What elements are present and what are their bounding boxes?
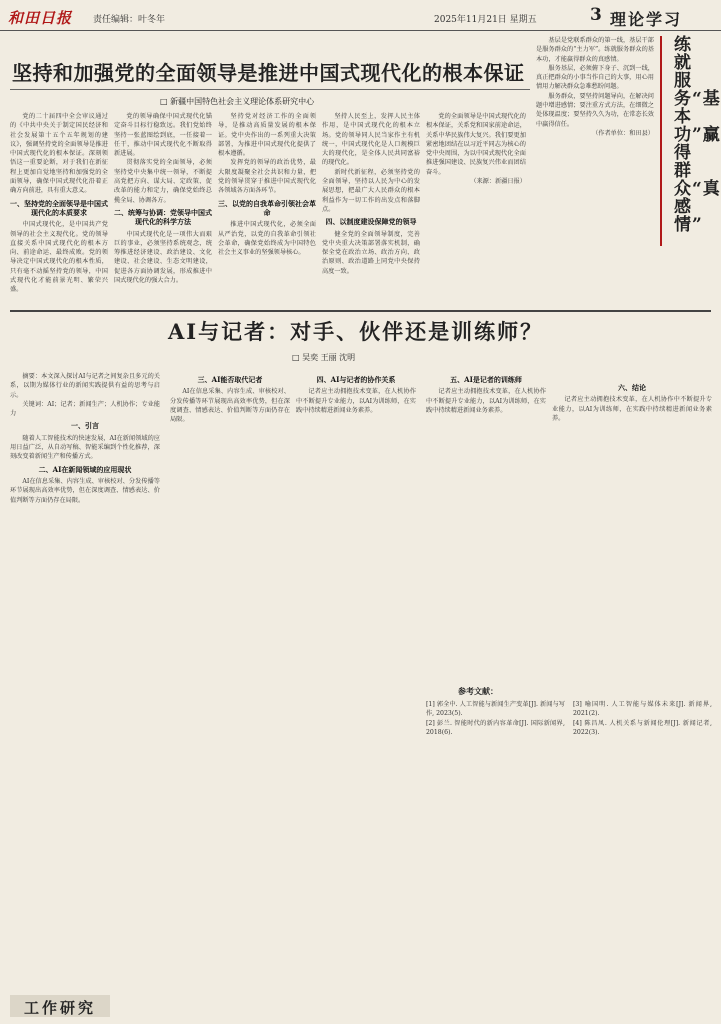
reference-item: [1] 郭全中. 人工智能与新闻生产变革[J]. 新闻与写作, 2023(5). bbox=[426, 701, 565, 718]
section-divider bbox=[10, 310, 711, 312]
section-heading: 三、以党的自我革命引领社会革命 bbox=[218, 198, 316, 217]
section-heading: 六、结论 bbox=[618, 383, 646, 392]
column-label-block bbox=[10, 995, 110, 1017]
feature-column bbox=[536, 36, 654, 304]
paragraph: 中国式现代化，是中国共产党领导的社会主义现代化。党的领导直接关系中国式现代化的根本方向、前途命运、最终成败。党的领导决定中国式现代化的根本性质，只有毫不动摇坚持党的领导，中国式现代化才能前景光明、繁荣兴盛。 bbox=[10, 221, 108, 294]
article2-column-5 bbox=[552, 380, 712, 682]
paragraph: 坚持党对经济工作的全面领导，是推动高质量发展的根本保证。党中央作出的一系列重大决策部署，为推进中国式现代化提供了根本遵循。 bbox=[218, 113, 316, 158]
references-list bbox=[426, 700, 712, 1018]
article2-column-1 bbox=[10, 372, 160, 987]
feature-accent-bar bbox=[660, 36, 662, 246]
article-column-3 bbox=[218, 112, 316, 302]
paragraph: 记者应主动拥抱技术变革，在人机协作中不断提升专业能力，以AI为训练师，在实践中持续精进新闻业务素养。 bbox=[426, 388, 546, 414]
article2-headline: AI与记者：对手、伙伴还是训练师？ bbox=[168, 319, 544, 344]
article-column-2 bbox=[114, 112, 212, 302]
paragraph: 新时代新征程，必须坚持党的全面领导，坚持以人民为中心的发展思想，把最广大人民群众的根本利益作为一切工作的出发点和落脚点。 bbox=[322, 168, 420, 213]
section-heading: 二、统筹与协调：党领导中国式现代化的科学方法 bbox=[114, 207, 212, 227]
section-heading: 四、以制度建设保障党的领导 bbox=[325, 217, 417, 227]
abstract: 摘要：本文深入探讨AI与记者之间复杂且多元的关系，以期为媒体行业的新闻实践提供有益的思考与启示。 bbox=[10, 373, 160, 399]
article-byline: □ 新疆中国特色社会主义理论体系研究中心 bbox=[160, 97, 315, 106]
article2-column-3 bbox=[296, 372, 416, 1017]
article2-byline: □ 吴奕 王丽 沈明 bbox=[292, 353, 356, 362]
references-title: 参考文献： bbox=[458, 686, 498, 696]
paragraph: 党的全面领导是中国式现代化的根本保证，关系党和国家前途命运，关系中华民族伟大复兴。我们要更加紧密地团结在以习近平同志为核心的党中央周围，为以中国式现代化全面推进强国建设、民族复兴伟业而团结奋斗。 bbox=[426, 113, 526, 176]
column-label: 工作研究 bbox=[24, 999, 97, 1017]
paragraph: 中国式现代化是一项伟大而艰巨的事业，必须坚持系统观念，统筹推进经济建设、政治建设、文化建设、社会建设、生态文明建设，促进各方面协调发展，形成推进中国式现代化的强大合力。 bbox=[114, 230, 212, 285]
paragraph: 健全党的全面领导制度，完善党中央重大决策部署落实机制，确保全党在政治立场、政治方向、政治原则、政治道路上同党中央保持高度一致。 bbox=[322, 230, 420, 275]
article-column-4 bbox=[322, 112, 420, 302]
paragraph: 服务群众，要坚持问题导向，在解决问题中增进感情；要注重方式方法，在细微之处体现温度；要坚持久久为功，在常态长效中赢得信任。 bbox=[536, 92, 654, 128]
page-number: 3 bbox=[590, 5, 602, 25]
section-heading: 四、AI与记者的协作关系 bbox=[316, 375, 396, 384]
article2-column-2 bbox=[170, 372, 290, 1017]
paragraph: 记者应主动拥抱技术变革，在人机协作中不断提升专业能力，以AI为训练师，在实践中持续精进新闻业务素养。 bbox=[552, 396, 712, 422]
paragraph: 基层是党联系群众的第一线，基层干部是服务群众的“主力军”。练就服务群众的基本功，才能赢得群众的真感情。 bbox=[536, 37, 654, 63]
reference-item: [4] 陈昌凤. 人机关系与新闻伦理[J]. 新闻记者, 2022(3). bbox=[573, 719, 712, 736]
article-column-1 bbox=[10, 112, 108, 302]
reference-item: [3] 喻国明. 人工智能与媒体未来[J]. 新闻界, 2021(2). bbox=[573, 701, 712, 718]
section-heading: 三、AI能否取代记者 bbox=[197, 375, 263, 384]
paragraph: 推进中国式现代化，必须全面从严治党，以党的自我革命引领社会革命，确保党始终成为中国特色社会主义事业的坚强领导核心。 bbox=[218, 221, 316, 257]
section-heading: 一、引言 bbox=[71, 421, 99, 431]
editor-credit: 责任编辑：叶冬年 bbox=[93, 15, 166, 25]
section-heading: 五、AI是记者的训练师 bbox=[450, 375, 522, 384]
article2-column-4 bbox=[426, 372, 546, 682]
issue-date: 2025年11月21日 星期五 bbox=[434, 15, 537, 25]
signature: （作者单位：和田县） bbox=[592, 129, 654, 137]
paragraph: 坚持人民至上，发挥人民主体作用，是中国式现代化的根本立场。党的领导同人民当家作主有机统一，中国式现代化是人口规模巨大的现代化，是全体人民共同富裕的现代化。 bbox=[322, 113, 420, 167]
headline-rule bbox=[10, 89, 530, 90]
source-note: （来源：新疆日报） bbox=[470, 178, 526, 186]
paragraph: 发挥党的领导的政治优势，最大限度凝聚全社会共识和力量，把党的领导贯穿于推进中国式现代化各领域各方面各环节。 bbox=[218, 159, 316, 195]
newspaper-logo: 和田日报 bbox=[8, 9, 73, 27]
paragraph: 贯彻落实党的全面领导，必须坚持党中央集中统一领导，不断提高党把方向、谋大局、定政策、促改革的能力和定力，确保党始终总揽全局、协调各方。 bbox=[114, 159, 212, 204]
paragraph: AI在信息采集、内容生成、审核校对、分发传播等环节展现出高效率优势，但在深度调查、情感表达、价值判断等方面仍存在局限。 bbox=[10, 477, 160, 504]
section-heading: 一、坚持党的全面领导是中国式现代化的本质要求 bbox=[10, 198, 108, 217]
article-headline: 坚持和加强党的全面领导是推进中国式现代化的根本保证 bbox=[12, 61, 525, 85]
paragraph: 服务基层，必须俯下身子、沉到一线，真正把群众的小事当作自己的大事，用心用情用力解决群众急难愁盼问题。 bbox=[536, 64, 654, 91]
section-heading: 二、AI在新闻领域的应用现状 bbox=[38, 464, 132, 474]
article-column-5 bbox=[426, 112, 526, 302]
reference-item: [2] 彭兰. 智能时代的新内容革命[J]. 国际新闻界, 2018(6). bbox=[426, 719, 565, 736]
keywords: 关键词：AI；记者；新闻生产；人机协作；专业能力 bbox=[10, 400, 160, 418]
paragraph: AI在信息采集、内容生成、审核校对、分发传播等环节展现出高效率优势，但在深度调查、情感表达、价值判断等方面仍存在局限。 bbox=[170, 388, 290, 424]
paragraph: 党的领导确保中国式现代化锚定奋斗目标行稳致远。我们党始终坚持一张蓝图绘到底，一任接着一任干，推动中国式现代化不断取得新进展。 bbox=[114, 113, 212, 158]
paragraph: 党的二十届四中全会审议通过的《中共中央关于制定国民经济和社会发展第十五个五年规划的建议》，强调坚持党的全面领导是推进中国式现代化的根本保证。深刻领悟这一重要论断，对于我们在新征程上更加自觉地坚持和加强党的全面领导，确保中国式现代化沿着正确方向前进，具有重大意义。 bbox=[10, 113, 108, 195]
paragraph: 随着人工智能技术的快速发展，AI在新闻领域的应用日益广泛，从自动写稿、智能采编到个性化推荐，深刻改变着新闻生产和传播方式。 bbox=[10, 434, 160, 461]
page-section-title: 理论学习 bbox=[610, 10, 683, 29]
paragraph: 记者应主动拥抱技术变革，在人机协作中不断提升专业能力，以AI为训练师，在实践中持续精进新闻业务素养。 bbox=[296, 388, 416, 414]
feature-title: 练就服务“基本功”赢得群众“真感情” bbox=[674, 35, 721, 235]
